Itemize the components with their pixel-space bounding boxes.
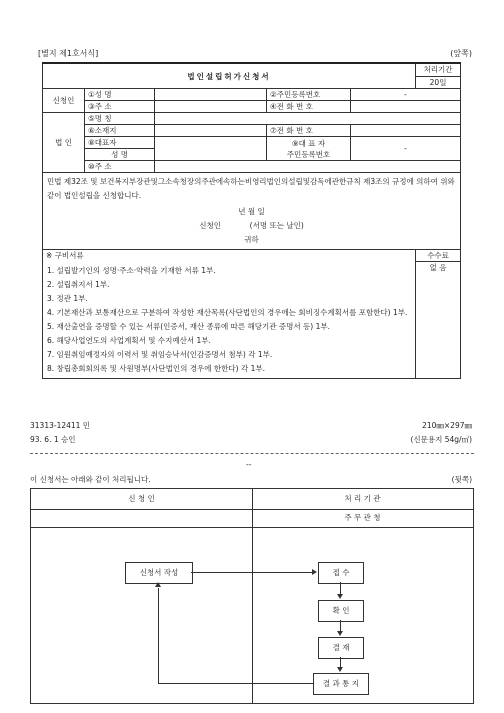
flow-step: 결 과 통 지	[313, 673, 369, 695]
processing-period-value: 20일	[416, 76, 461, 89]
page-side-front: (앞쪽)	[450, 49, 472, 58]
processing-period-label: 처리기간	[416, 63, 461, 76]
paper-size: 210㎜×297㎜	[422, 421, 472, 430]
statement-text: 민법 제32조 및 보건복지부장관및그소속청장의주관에속하는비영리법인의설립및감독에관한규칙 제3조의 규정에 의하여 위와 같이 법인설립을 신청합니다.	[47, 177, 455, 200]
arrow-icon	[155, 582, 161, 587]
rep-reg-no-label: ⑨대 표 자 주민등록번호	[267, 137, 351, 161]
address-label: ③주 소	[85, 101, 155, 113]
agency-subheader: 주 무 관 청	[344, 513, 381, 522]
form-number: [별지 제1호서식]	[38, 49, 99, 58]
corp-name-field[interactable]	[155, 113, 461, 125]
doc-item: 3. 정관 1부.	[47, 293, 88, 303]
rep-address-label: ⑩주 소	[85, 161, 155, 173]
paper-type: (신문용지 54g/㎡)	[410, 435, 472, 444]
fee-value: 없 음	[416, 262, 461, 379]
docs-title: ※ 구비서류	[43, 250, 416, 262]
rep-reg-no-field[interactable]: -	[351, 137, 461, 161]
reg-no-field[interactable]: -	[351, 89, 461, 101]
divider-marks: --	[246, 460, 252, 469]
statement-block	[43, 173, 461, 250]
flow-step: 결 재	[318, 637, 364, 659]
flow-step: 접 수	[318, 562, 364, 584]
form-title: 법인설립허가신청서	[43, 63, 416, 89]
doc-item: 1. 설립발기인의 성명·주소·약력을 기재한 서류 1부.	[47, 265, 216, 275]
representative-name-label: 성 명	[85, 149, 155, 161]
agency-column-header: 처 리 기 관	[344, 494, 381, 503]
approval-date: 93. 6. 1 승인	[30, 435, 76, 444]
arrow-icon	[337, 631, 343, 636]
location-label: ⑥소재지	[85, 125, 155, 137]
corp-name-label: ⑤명 칭	[85, 113, 155, 125]
recipient-line: 귀하	[244, 235, 259, 244]
arrow-icon	[337, 667, 343, 672]
representative-name-field[interactable]	[155, 137, 267, 161]
doc-item: 8. 창립총회회의록 및 사원명부(사단법인의 경우에 한한다) 각 1부.	[47, 363, 265, 373]
flow-step-applicant: 신청서 작성	[125, 562, 193, 584]
doc-item: 6. 해당사업연도의 사업계획서 및 수지예산서 1부.	[47, 335, 211, 345]
page-divider	[30, 453, 474, 454]
process-intro: 이 신청서는 아래와 같이 처리됩니다.	[30, 475, 151, 484]
name-label: ①성 명	[85, 89, 155, 101]
date-line: 년 월 일	[238, 207, 265, 216]
rep-address-field[interactable]	[155, 161, 461, 173]
address-field[interactable]	[155, 101, 267, 113]
phone-label: ④전 화 번 호	[267, 101, 351, 113]
representative-label: ⑧대표자	[85, 137, 155, 149]
doc-item: 5. 재산출연을 증명할 수 있는 서류(인증서, 재산 종류에 따른 해당기관 증명서 등) 1부.	[47, 321, 330, 331]
arrow-icon	[312, 569, 317, 575]
applicant-column-header: 신 청 인	[128, 494, 155, 503]
application-form	[42, 62, 461, 379]
required-docs-list	[43, 262, 416, 379]
doc-item: 2. 설립취지서 1부.	[47, 279, 110, 289]
page-side-back: (뒷쪽)	[451, 475, 472, 484]
applicant-section-label: 신청인	[43, 89, 85, 113]
signature-line: 신청인 (서명 또는 날인)	[199, 221, 304, 230]
corp-phone-label: ⑦전 화 번 호	[267, 125, 351, 137]
location-field[interactable]	[155, 125, 267, 137]
doc-item: 7. 임원취임예정자의 이력서 및 취임승낙서(인감증명서 첨부) 각 1부.	[47, 349, 273, 359]
corporation-section-label: 법 인	[43, 113, 85, 173]
reg-no-label: ②주민등록번호	[267, 89, 351, 101]
name-field[interactable]	[155, 89, 267, 101]
doc-item: 4. 기본재산과 보통재산으로 구분하여 작성한 재산목록(사단법인의 경우에는 회비징수계획서를 포함한다) 1부.	[47, 307, 408, 317]
form-code: 31313-12411 민	[30, 421, 91, 430]
corp-phone-field[interactable]	[351, 125, 461, 137]
arrow-icon	[337, 594, 343, 599]
fee-label: 수수료	[416, 250, 461, 262]
flow-step: 확 인	[318, 600, 364, 622]
process-chart	[30, 488, 474, 704]
phone-field[interactable]	[351, 101, 461, 113]
